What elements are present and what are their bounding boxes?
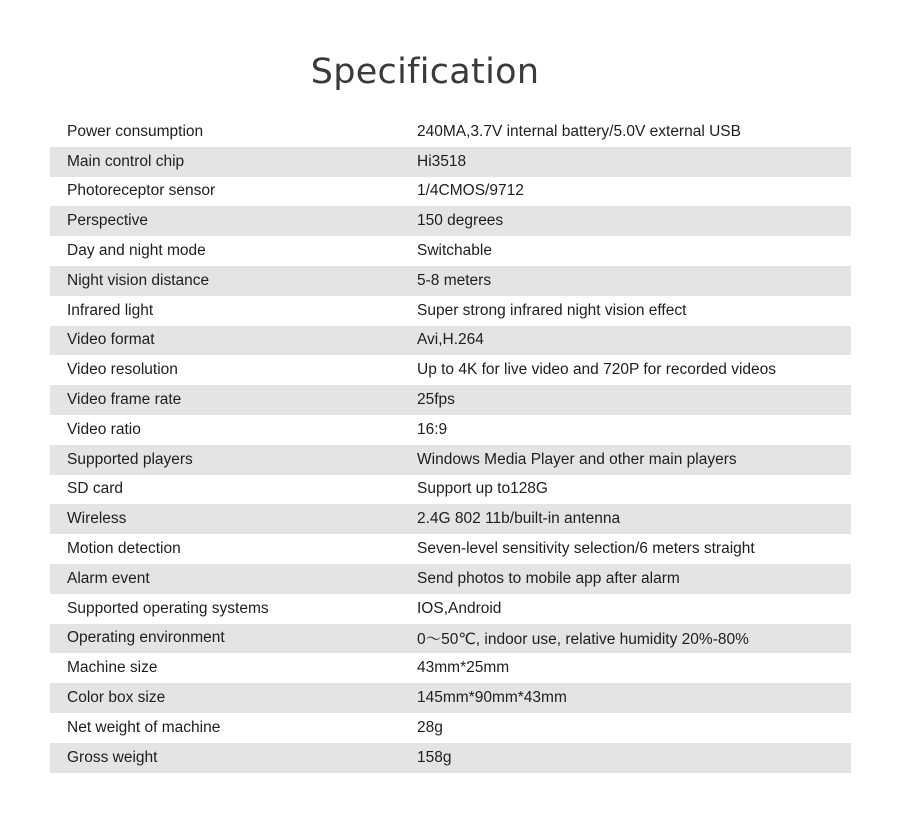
spec-row: [50, 534, 851, 564]
spec-row: [50, 415, 851, 445]
spec-label: Night vision distance: [67, 271, 210, 289]
spec-value: 1/4CMOS/9712: [417, 182, 524, 200]
spec-label: Perspective: [67, 212, 148, 230]
spec-label: Wireless: [67, 510, 127, 528]
spec-value: 28g: [417, 718, 443, 736]
spec-value: 25fps: [417, 391, 455, 409]
spec-value: 150 degrees: [417, 212, 504, 230]
spec-label: Video resolution: [67, 361, 178, 379]
spec-value: Hi3518: [417, 152, 467, 170]
spec-label: Alarm event: [67, 569, 150, 587]
spec-value: 16:9: [417, 420, 448, 438]
spec-value: Seven-level sensitivity selection/6 meters straight: [417, 540, 755, 558]
spec-label: Supported operating systems: [67, 599, 269, 617]
spec-row: [50, 385, 851, 415]
spec-label: Day and night mode: [67, 242, 206, 260]
spec-row: [50, 147, 851, 177]
spec-value: Avi,H.264: [417, 331, 484, 349]
spec-label: Video frame rate: [67, 391, 182, 409]
spec-row: [50, 624, 851, 654]
spec-value: Windows Media Player and other main players: [417, 450, 737, 468]
spec-row: [50, 326, 851, 356]
spec-label: Supported players: [67, 450, 193, 468]
spec-label: Gross weight: [67, 748, 158, 766]
spec-row: [50, 296, 851, 326]
spec-row: [50, 594, 851, 624]
spec-row: [50, 713, 851, 743]
spec-label: SD card: [67, 480, 123, 498]
spec-value: 145mm*90mm*43mm: [417, 689, 567, 707]
spec-value: 5-8 meters: [417, 271, 492, 289]
spec-row: [50, 445, 851, 475]
spec-row: [50, 653, 851, 683]
spec-label: Operating environment: [67, 629, 225, 647]
spec-label: Main control chip: [67, 152, 185, 170]
spec-row: [50, 683, 851, 713]
spec-row: [50, 355, 851, 385]
spec-value: IOS,Android: [417, 599, 502, 617]
spec-label: Net weight of machine: [67, 718, 221, 736]
spec-value: 240MA,3.7V internal battery/5.0V external USB: [417, 122, 741, 140]
spec-label: Machine size: [67, 659, 158, 677]
spec-value: Send photos to mobile app after alarm: [417, 569, 680, 587]
spec-label: Color box size: [67, 689, 166, 707]
spec-label: Video ratio: [67, 420, 141, 438]
spec-row: [50, 177, 851, 207]
spec-value: 43mm*25mm: [417, 659, 510, 677]
spec-value: 158g: [417, 748, 452, 766]
spec-row: [50, 564, 851, 594]
spec-value: 0～50℃, indoor use, relative humidity 20%-80%: [417, 631, 749, 649]
spec-row: [50, 743, 851, 773]
spec-row: [50, 475, 851, 505]
specification-table: [50, 117, 851, 773]
spec-label: Power consumption: [67, 122, 204, 140]
page-title: Specification: [310, 52, 540, 92]
spec-label: Video format: [67, 331, 155, 349]
spec-value: Switchable: [417, 242, 492, 260]
spec-label: Infrared light: [67, 301, 154, 319]
spec-label: Photoreceptor sensor: [67, 182, 216, 200]
spec-row: [50, 504, 851, 534]
spec-value: Support up to128G: [417, 480, 548, 498]
spec-row: [50, 266, 851, 296]
spec-row: [50, 206, 851, 236]
spec-value: 2.4G 802 11b/built-in antenna: [417, 510, 621, 528]
spec-value: Up to 4K for live video and 720P for recorded videos: [417, 361, 777, 379]
spec-row: [50, 236, 851, 266]
spec-row: [50, 117, 851, 147]
spec-label: Motion detection: [67, 540, 181, 558]
spec-value: Super strong infrared night vision effect: [417, 301, 687, 319]
